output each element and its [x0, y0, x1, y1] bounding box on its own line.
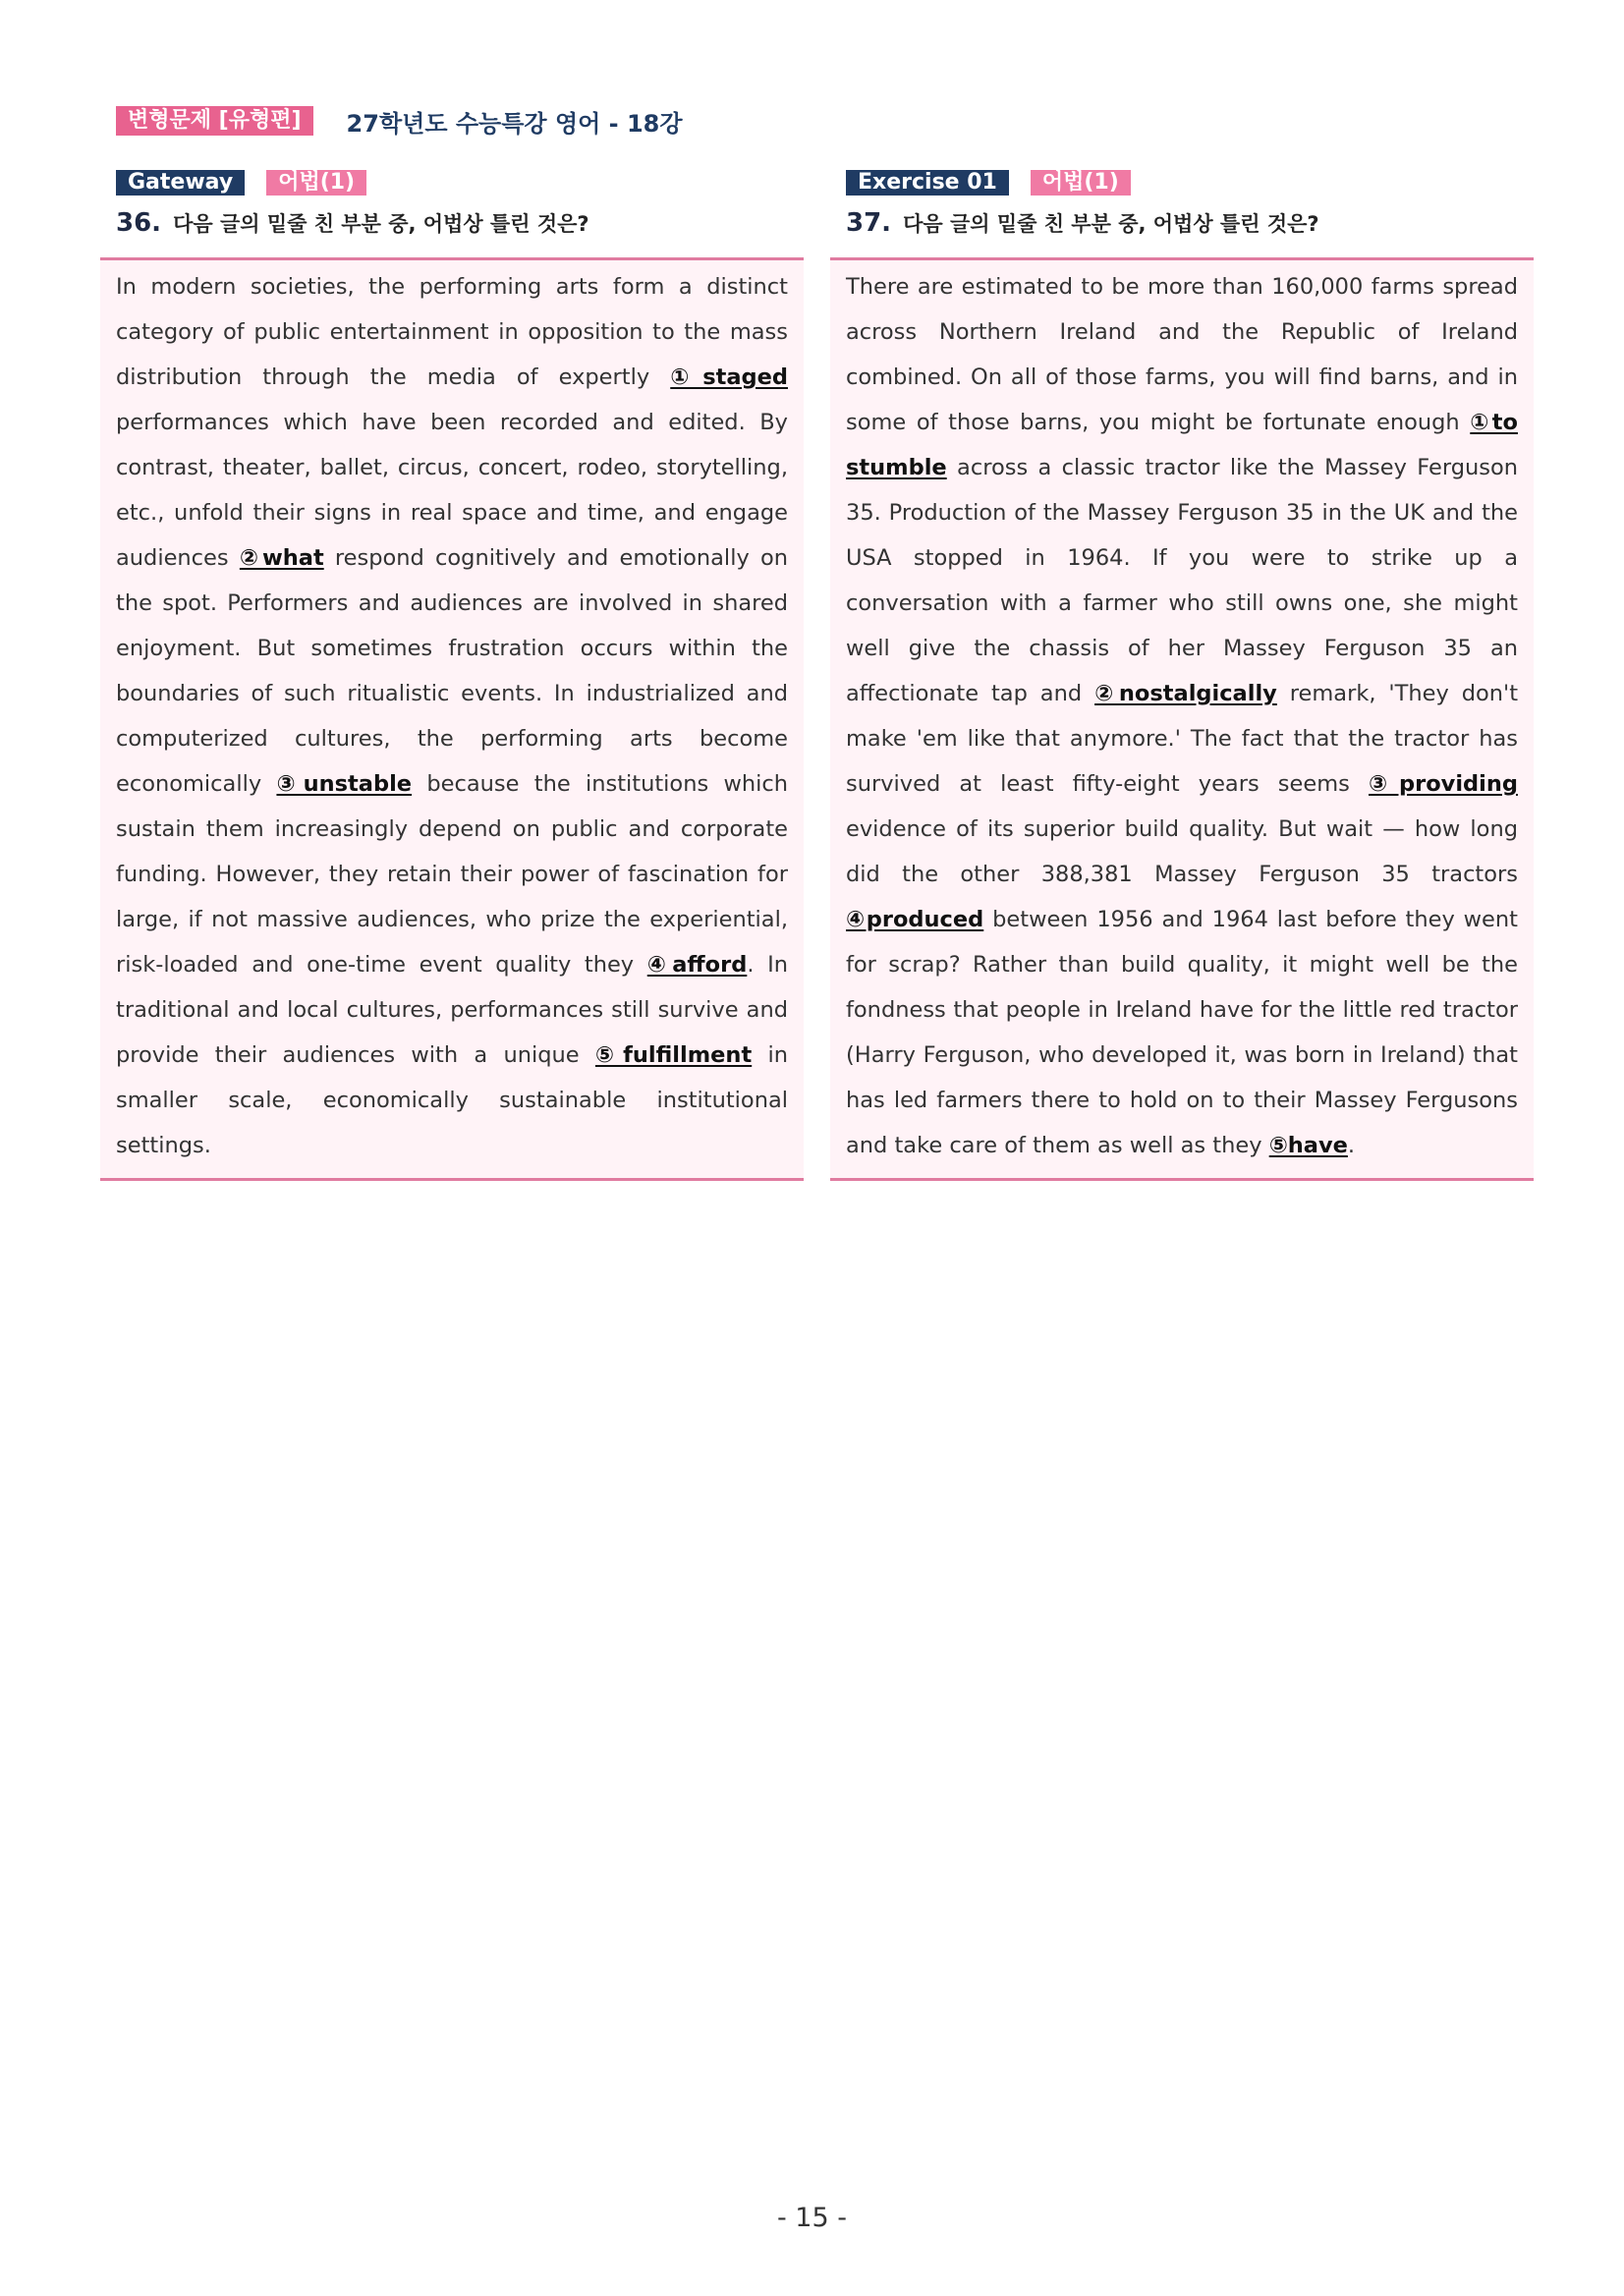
underlined-choice-3: ③providing: [1368, 771, 1518, 797]
question-labels: [116, 169, 804, 196]
passage-segment: In modern societies, the performing arts form a distinct category of public entertainment in opposition to the mass distribution through the media of expertly: [116, 274, 788, 390]
gateway-label: Gateway: [116, 170, 245, 196]
underlined-choice-1: ①staged: [670, 364, 788, 390]
passage-segment: respond cognitively and emotionally on the spot. Performers and audiences are involved in shared enjoyment. But sometimes frustration occurs within the boundaries of such ritualistic events. In industrialized and computerized cultures, the performing arts become economically: [116, 545, 788, 797]
passage-segment: in smaller scale, economically sustainable institutional settings.: [116, 1042, 788, 1158]
question-37-column: [830, 169, 1534, 1181]
underlined-choice-1: ①to stumble: [846, 410, 1518, 480]
header-title: 27학년도 수능특강 영어 - 18강: [346, 109, 683, 138]
underlined-choice-5: ⑤fulfillment: [594, 1042, 753, 1068]
variant-problem-tag: 변형문제 [유형편]: [116, 106, 313, 136]
grammar-tag: 어법(1): [266, 170, 366, 196]
passage-segment: remark, 'They don't make 'em like that anymore.' The fact that the tractor has survived at least fifty-eight years seems: [846, 681, 1519, 797]
passage-text: [846, 264, 1518, 1168]
page-number: - 15 -: [776, 2203, 847, 2233]
underlined-choice-2: ②nostalgically: [1094, 681, 1277, 706]
question-number: 37.: [846, 208, 892, 238]
passage-text: [116, 264, 788, 1168]
underlined-choice-3: ③unstable: [276, 771, 413, 797]
question-heading: [846, 208, 1534, 242]
passage-box: [100, 257, 804, 1181]
passage-segment: performances which have been recorded and edited. By contrast, theater, ballet, circus, concert, rodeo, storytelling, etc., unfold their signs in real space and time, and engage audiences: [116, 410, 788, 571]
passage-segment: because the institutions which sustain them increasingly depend on public and corporate funding. However, they retain their power of fascination for large, if not massive audiences, who prize the experiential, risk-loaded and one-time event quality they: [116, 771, 788, 978]
passage-segment: There are estimated to be more than 160,000 farms spread across Northern Ireland and the Republic of Ireland combined. On all of those farms, you will find barns, and in some of those barns, you might be fortunate enough: [846, 274, 1518, 435]
passage-segment: between 1956 and 1964 last before they went for scrap? Rather than build quality, it might well be the fondness that people in Ireland have for the little red tractor (Harry Ferguson, who developed it, was born in Ireland) that has led farmers there to hold on to their Massey Fergusons and take care of them as well as they: [846, 907, 1518, 1158]
passage-segment: . In traditional and local cultures, performances still survive and provide their audiences with a unique: [116, 952, 788, 1068]
passage-box: [830, 257, 1534, 1181]
passage-segment: .: [1347, 1133, 1356, 1158]
passage-segment: across a classic tractor like the Massey Ferguson 35. Production of the Massey Ferguson 35 in the UK and the USA stopped in 1964. If you were to strike up a conversation with a farmer who still owns one, she might well give the chassis of her Massey Ferguson 35 an affectionate tap and: [846, 455, 1518, 706]
underlined-choice-2: ②what: [239, 545, 324, 571]
question-heading: [116, 208, 804, 242]
question-number: 36.: [116, 208, 162, 238]
question-prompt: 다음 글의 밑줄 친 부분 중, 어법상 틀린 것은?: [903, 212, 1319, 236]
grammar-tag: 어법(1): [1031, 170, 1131, 196]
exercise-label: Exercise 01: [846, 170, 1009, 196]
underlined-choice-4: ④produced: [846, 907, 984, 932]
question-36-column: [100, 169, 804, 1181]
question-prompt: 다음 글의 밑줄 친 부분 중, 어법상 틀린 것은?: [173, 212, 589, 236]
passage-segment: evidence of its superior build quality. But wait — how long did the other 388,381 Massey Ferguson 35 tractors: [846, 816, 1518, 887]
underlined-choice-5: ⑤have: [1268, 1133, 1348, 1158]
underlined-choice-4: ④afford: [646, 952, 748, 978]
question-labels: [846, 169, 1534, 196]
page-header: [116, 104, 683, 138]
